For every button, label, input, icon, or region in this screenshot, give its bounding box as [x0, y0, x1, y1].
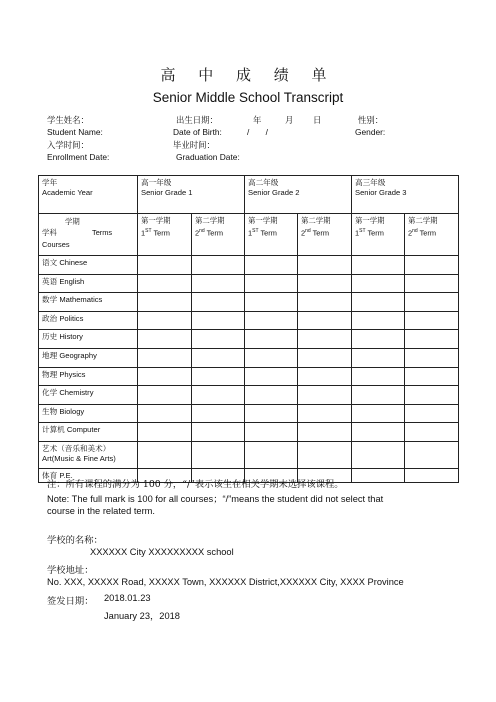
grade-score-cell	[298, 293, 352, 312]
course-name-cell	[39, 274, 138, 293]
grade-score-cell	[138, 330, 192, 349]
course-name-en: English	[59, 276, 85, 286]
grade-2-cn: 高二年级	[248, 178, 279, 187]
dob-slashes: / /	[247, 127, 268, 137]
table-row	[39, 404, 459, 423]
course-name-en: Biology	[59, 406, 85, 416]
grade-score-cell	[352, 423, 405, 442]
table-row	[39, 441, 459, 468]
course-name-cn: 生物	[42, 406, 58, 416]
grade-3-term-2-header	[405, 214, 459, 256]
course-name-cell	[39, 293, 138, 312]
term-1-ordinal: 1	[141, 228, 146, 238]
course-name-cn: 体育	[42, 470, 58, 480]
term-1-cn: 第一学期	[141, 216, 171, 225]
course-name-cell	[39, 404, 138, 423]
grade-score-cell	[192, 423, 245, 442]
course-name-cell	[39, 348, 138, 367]
course-name-cn: 英语	[42, 276, 58, 286]
student-name-label-en: Student Name:	[47, 127, 103, 137]
grade-score-cell	[352, 311, 405, 330]
grade-score-cell	[192, 367, 245, 386]
transcript-table	[38, 175, 459, 483]
grade-score-cell	[138, 274, 192, 293]
term-2-sup: nd	[412, 228, 418, 234]
academic-year-cn: 学年	[42, 178, 58, 187]
grade-score-cell	[138, 441, 192, 468]
grade-score-cell	[245, 367, 298, 386]
school-name-label: 学校的名称：	[47, 535, 103, 546]
grade-score-cell	[405, 348, 459, 367]
term-2-cn: 第二学期	[301, 216, 331, 225]
grade-score-cell	[138, 404, 192, 423]
course-name-cn: 地理	[42, 350, 58, 360]
grade-score-cell	[405, 441, 459, 468]
course-name-en: Physics	[59, 369, 86, 379]
dob-year-label: 年	[253, 115, 262, 125]
corner-terms-en: Terms	[92, 228, 113, 237]
term-1-cn: 第一学期	[248, 216, 278, 225]
course-name-cell	[39, 256, 138, 275]
note-english-line-2: course in the related term.	[47, 506, 155, 516]
grade-score-cell	[405, 330, 459, 349]
grade-2-en: Senior Grade 2	[248, 188, 300, 197]
grade-score-cell	[138, 348, 192, 367]
grade-1-header	[138, 176, 245, 214]
course-name-cell	[39, 423, 138, 442]
school-address-label: 学校地址：	[47, 565, 94, 576]
grade-score-cell	[192, 441, 245, 468]
course-name-en: Art(Music & Fine Arts)	[42, 453, 116, 463]
course-name-cn: 政治	[42, 313, 58, 323]
grade-score-cell	[138, 311, 192, 330]
grade-score-cell	[352, 256, 405, 275]
grade-score-cell	[192, 348, 245, 367]
grade-score-cell	[245, 293, 298, 312]
grade-score-cell	[192, 293, 245, 312]
term-word: Term	[419, 228, 437, 238]
course-name-cn: 化学	[42, 388, 58, 398]
term-word: Term	[312, 228, 330, 238]
grade-score-cell	[405, 367, 459, 386]
note-chinese: 注：所有课程的满分为 100 分，“/”表示该生在相关学期末选择该课程。	[47, 479, 344, 490]
grade-score-cell	[405, 274, 459, 293]
grade-score-cell	[192, 386, 245, 405]
grade-score-cell	[245, 386, 298, 405]
table-row	[39, 274, 459, 293]
term-row	[39, 214, 459, 256]
dob-label-en: Date of Birth:	[173, 127, 222, 137]
term-word: Term	[367, 228, 384, 238]
term-1-ordinal: 1	[248, 228, 253, 238]
grade-score-cell	[298, 404, 352, 423]
grade-score-cell	[245, 423, 298, 442]
grade-score-cell	[405, 256, 459, 275]
grade-score-cell	[192, 256, 245, 275]
issue-date-value: 2018.01.23	[104, 593, 151, 603]
grade-score-cell	[298, 330, 352, 349]
grade-score-cell	[405, 293, 459, 312]
dob-day-label: 日	[313, 115, 322, 125]
course-name-en: Politics	[59, 313, 84, 323]
grade-score-cell	[352, 274, 405, 293]
term-2-ordinal: 2	[408, 228, 413, 238]
table-row	[39, 293, 459, 312]
grade-3-cn: 高三年级	[355, 178, 386, 187]
academic-year-row	[39, 176, 459, 214]
table-row	[39, 386, 459, 405]
grade-score-cell	[298, 386, 352, 405]
course-name-cn: 数学	[42, 295, 58, 305]
table-row	[39, 423, 459, 442]
course-name-cell	[39, 367, 138, 386]
course-name-cell	[39, 441, 138, 468]
grade-score-cell	[352, 367, 405, 386]
corner-courses-en: Courses	[42, 240, 70, 249]
school-address-value: No. XXX, XXXXX Road, XXXXX Town, XXXXXX District,XXXXXX City, XXXX Province	[47, 577, 404, 587]
term-1-sup: ST	[145, 228, 152, 234]
grade-score-cell	[138, 256, 192, 275]
term-word: Term	[260, 228, 277, 238]
corner-term-cn: 学期	[65, 217, 80, 226]
course-name-en: History	[59, 332, 83, 342]
corner-course-cn: 学科	[42, 228, 57, 237]
dob-month-label: 月	[285, 115, 294, 125]
academic-year-en: Academic Year	[42, 188, 93, 197]
course-name-cn: 计算机	[42, 425, 65, 435]
term-word: Term	[153, 228, 170, 238]
table-row	[39, 330, 459, 349]
grade-score-cell	[405, 386, 459, 405]
table-row	[39, 367, 459, 386]
course-name-en: Chemistry	[59, 388, 94, 398]
enrollment-label-cn: 入学时间：	[47, 140, 89, 150]
enrollment-label-en: Enrollment Date:	[47, 152, 110, 162]
grade-score-cell	[352, 468, 405, 482]
term-2-sup: nd	[199, 228, 205, 234]
grade-score-cell	[245, 330, 298, 349]
course-name-en: Mathematics	[59, 295, 103, 305]
table-row	[39, 256, 459, 275]
course-name-cn: 艺术（音乐和美术）	[42, 443, 111, 453]
grade-score-cell	[405, 404, 459, 423]
grade-3-header	[352, 176, 459, 214]
grade-score-cell	[245, 274, 298, 293]
grade-score-cell	[245, 404, 298, 423]
issue-date-label: 签发日期：	[47, 596, 94, 607]
term-1-sup: ST	[359, 228, 366, 234]
course-name-en: Geography	[59, 350, 97, 360]
course-name-cn: 历史	[42, 332, 58, 342]
grade-2-term-2-header	[298, 214, 352, 256]
grade-3-en: Senior Grade 3	[355, 188, 407, 197]
course-name-cell	[39, 311, 138, 330]
issue-date-value-en: January 23，2018	[104, 611, 180, 621]
grade-score-cell	[352, 386, 405, 405]
grade-score-cell	[298, 367, 352, 386]
grade-score-cell	[245, 256, 298, 275]
graduation-label-en: Graduation Date:	[176, 152, 240, 162]
grade-score-cell	[298, 423, 352, 442]
course-name-cell	[39, 330, 138, 349]
grade-score-cell	[138, 386, 192, 405]
term-2-cn: 第二学期	[408, 216, 438, 225]
grade-1-term-1-header	[138, 214, 192, 256]
grade-2-term-1-header	[245, 214, 298, 256]
graduation-label-cn: 毕业时间：	[173, 140, 215, 150]
grade-score-cell	[352, 293, 405, 312]
school-name-value: XXXXXX City XXXXXXXXX school	[90, 547, 234, 557]
grade-score-cell	[192, 404, 245, 423]
course-name-en: P.E.	[59, 470, 73, 480]
grade-score-cell	[352, 330, 405, 349]
grade-score-cell	[352, 441, 405, 468]
grade-score-cell	[405, 423, 459, 442]
grade-score-cell	[298, 311, 352, 330]
term-1-cn: 第一学期	[355, 216, 385, 225]
grade-score-cell	[192, 330, 245, 349]
grade-1-term-2-header	[192, 214, 245, 256]
grade-score-cell	[298, 348, 352, 367]
document-title-english: Senior Middle School Transcript	[152, 90, 344, 105]
grade-score-cell	[352, 348, 405, 367]
term-2-ordinal: 2	[195, 228, 200, 238]
grade-score-cell	[245, 311, 298, 330]
dob-label-cn: 出生日期：	[176, 115, 218, 125]
grade-score-cell	[405, 311, 459, 330]
grade-score-cell	[138, 367, 192, 386]
table-row	[39, 348, 459, 367]
grade-score-cell	[192, 274, 245, 293]
course-name-cn: 物理	[42, 369, 58, 379]
grade-score-cell	[298, 256, 352, 275]
course-name-en: Computer	[66, 425, 101, 435]
grade-2-header	[245, 176, 352, 214]
grade-1-cn: 高一年级	[141, 178, 172, 187]
terms-courses-corner	[39, 214, 138, 256]
document-title-chinese: 高 中 成 绩 单	[160, 66, 336, 84]
course-rows	[39, 256, 459, 483]
grade-score-cell	[405, 468, 459, 482]
grade-score-cell	[138, 293, 192, 312]
grade-score-cell	[245, 348, 298, 367]
term-2-sup: nd	[305, 228, 311, 234]
grade-score-cell	[298, 274, 352, 293]
course-name-cn: 语文	[42, 258, 58, 267]
table-row	[39, 311, 459, 330]
grade-1-en: Senior Grade 1	[141, 188, 193, 197]
term-2-cn: 第二学期	[195, 216, 225, 225]
course-name-en: Chinese	[59, 258, 88, 267]
grade-score-cell	[245, 441, 298, 468]
gender-label-en: Gender:	[355, 127, 386, 137]
student-name-label-cn: 学生姓名：	[47, 115, 89, 125]
term-word: Term	[206, 228, 224, 238]
course-name-cell	[39, 386, 138, 405]
grade-score-cell	[352, 404, 405, 423]
gender-label-cn: 性别：	[358, 115, 384, 125]
term-1-ordinal: 1	[355, 228, 360, 238]
grade-score-cell	[138, 423, 192, 442]
grade-3-term-1-header	[352, 214, 405, 256]
academic-year-header	[39, 176, 138, 214]
note-english-line-1: Note: The full mark is 100 for all courses；“/”means the student did not select that	[47, 494, 384, 504]
term-2-ordinal: 2	[301, 228, 306, 238]
grade-score-cell	[298, 441, 352, 468]
grade-score-cell	[192, 311, 245, 330]
term-1-sup: ST	[252, 228, 259, 234]
